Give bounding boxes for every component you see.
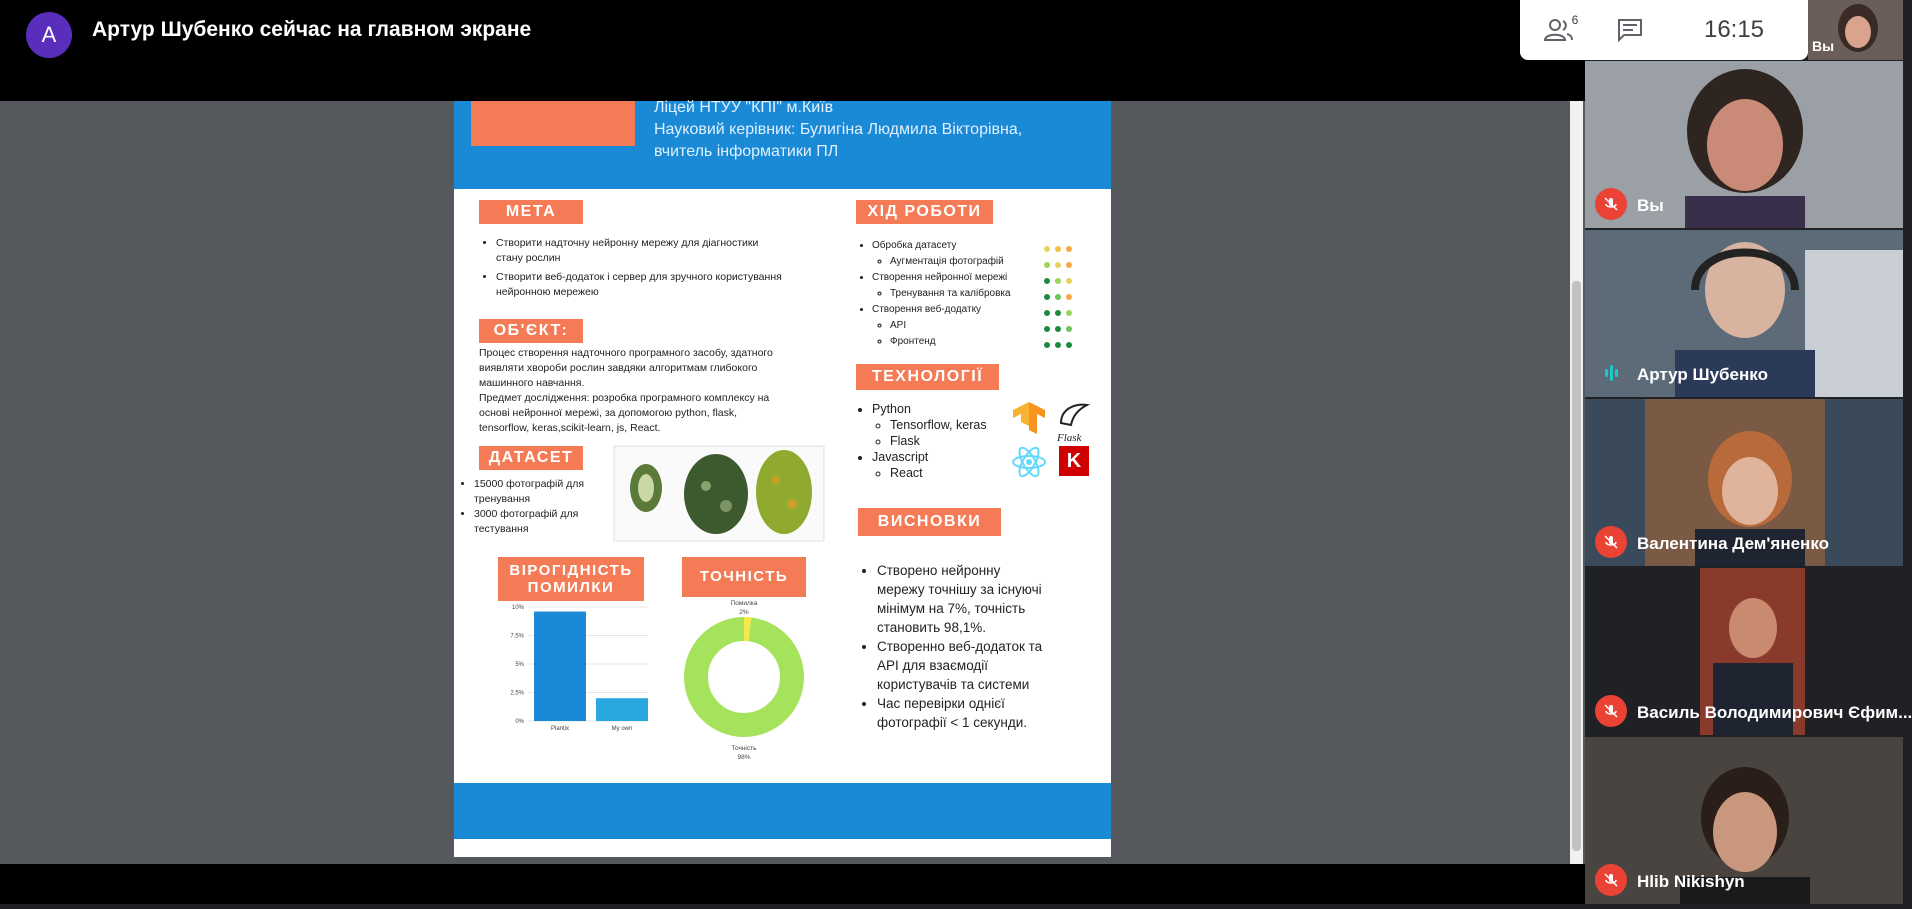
tech-subitem: ◦ React [890,465,1034,481]
participant-name: Валентина Дем'яненко [1637,534,1829,553]
x-tick-label: Plantix [550,726,570,732]
goal-item: • Створити надточну нейронну мережу для діагностики стану рослин [496,236,788,266]
self-label: Вы [1812,38,1835,54]
slice-value-label: 98% [737,754,751,761]
tech-subitem: ◦ Flask [890,433,1034,449]
chat-icon [1617,18,1643,42]
dataset-item: • 3000 фотографій для тестування [474,507,601,537]
mic-muted-icon [1595,188,1627,220]
people-icon [1544,18,1574,42]
poster-org: Ліцей НТУУ "КПІ" м.Київ [654,99,834,116]
scrollbar-thumb[interactable] [1572,281,1581,851]
dataset-list [456,477,601,537]
presenter-avatar: A [26,12,72,58]
mic-muted-icon [1595,695,1627,727]
participant-tile[interactable] [1585,230,1903,397]
accuracy-chart-title: ТОЧНІСТЬ [682,557,806,597]
leaf-samples-image [614,446,824,541]
dataset-heading: ДАТАСЕТ [479,446,583,470]
progress-item: • Створення нейронної мережі [872,270,1054,286]
react-logo-icon [1010,443,1048,481]
poster-footer [454,783,1111,839]
participant-tile[interactable] [1585,737,1903,904]
object-paragraph: Процес створення надточного програмного засобу, здатного виявляти хвороби рослин завдяки алгоритмам глибокого машинного навчання. [479,347,773,389]
goal-list [478,236,788,300]
poster-supervisor: Науковий керівник: Булигіна Людмила Вікторівна, [654,121,1023,138]
clock-time: 16:15 [1703,16,1765,43]
progress-subitem: ◦ Тренування та калібровка [890,286,1054,302]
dataset-item: • 15000 фотографій для тренування [474,477,601,507]
flask-logo [1057,401,1091,444]
slice-value-label: 2% [739,609,749,616]
flask-logo-text: Flask [1057,432,1082,444]
error-chart-title: ВІРОГІДНІСТЬ ПОМИЛКИ [498,557,644,601]
leaf-1 [630,464,662,512]
participant-name: Артур Шубенко [1637,365,1768,384]
participant-tile[interactable] [1585,568,1912,735]
object-subject: Предмет дослідження: розробка програмного комплексу на основі нейронної мережі, за допомогою python, flask, tensorflow, keras,scikit-learn, js, React. [479,392,770,434]
conclusion-item: • Час перевірки однієї фотографії < 1 секунди. [877,694,1044,732]
progress-heading: ХІД РОБОТИ [856,200,993,224]
bar [596,698,648,721]
y-tick-label: 7.5% [510,633,524,640]
x-tick-label: My own [611,726,633,732]
shared-poster [454,101,1111,857]
progress-item: • Обробка датасету [872,238,1054,254]
participant-tile-self[interactable] [1585,61,1903,228]
leaf-3 [756,450,812,534]
conclusion-item: • Створенно веб-додаток та API для взаємодії користувачів та системи [877,637,1044,694]
meeting-controls-pill [1520,0,1808,60]
participant-name: Вы [1637,196,1664,215]
poster-supervisor-role: вчитель інформатики ПЛ [654,143,839,160]
object-heading: ОБ'ЄКТ: [479,319,583,343]
error-probability-chart [498,603,658,751]
presentation-header [0,0,1585,101]
object-text [479,346,789,436]
progress-subitem: ◦ Фронтенд [890,334,1054,350]
keras-logo-icon: K [1059,446,1089,476]
progress-list [854,238,1054,350]
bar [534,612,586,721]
goal-item: • Створити веб-додаток і сервер для зручного користування нейронною мережею [496,270,788,300]
bottom-strip [0,864,1585,904]
poster-title-block [471,101,635,146]
presentation-scrollbar[interactable] [1570,101,1583,864]
mic-muted-icon [1595,526,1627,558]
flask-horn-icon [1057,401,1091,427]
tech-heading: ТЕХНОЛОГІЇ [856,364,999,390]
participant-tile[interactable] [1585,399,1903,566]
mic-muted-icon [1595,864,1627,896]
tech-item: • Javascript [872,449,1034,465]
conclusions-list [859,561,1044,732]
progress-item: • Створення веб-додатку [872,302,1054,318]
progress-subitem: ◦ Аугментація фотографій [890,254,1054,270]
accuracy-chart [674,599,814,761]
participant-name: Василь Володимирович Єфим... [1637,703,1912,722]
tech-item: • Python [872,401,1034,417]
pie-slice [696,629,792,725]
y-tick-label: 5% [515,662,524,668]
speaking-indicator-icon [1595,357,1627,389]
y-tick-label: 10% [511,605,524,611]
progress-subitem: ◦ API [890,318,1054,334]
poster-header-text [654,97,1022,163]
conclusions-heading: ВИСНОВКИ [858,508,1001,536]
leaf-2 [684,454,748,534]
participants-button[interactable] [1532,0,1592,60]
progress-status-dots [1044,241,1072,353]
participant-name: Hlib Nikishyn [1637,872,1745,891]
poster-header [454,101,1111,189]
y-tick-label: 2.5% [510,690,524,697]
tensorflow-logo-icon [1009,398,1049,438]
participant-video [1585,61,1903,228]
chat-button[interactable] [1600,0,1660,60]
slice-label: Точність [731,745,757,752]
goal-heading: МЕТА [479,200,583,224]
tech-subitem: ◦ Tensorflow, keras [890,417,1034,433]
tech-list [854,401,1034,481]
slice-label: Помилка [730,600,758,607]
conclusion-item: • Створено нейронну мережу точнішу за існуючі мінімум на 7%, точність становить 98,1%. [877,561,1044,637]
presenting-title: Артур Шубенко сейчас на главном экране [92,18,532,41]
y-tick-label: 0% [515,719,524,725]
participants-count: 6 [1571,13,1579,27]
